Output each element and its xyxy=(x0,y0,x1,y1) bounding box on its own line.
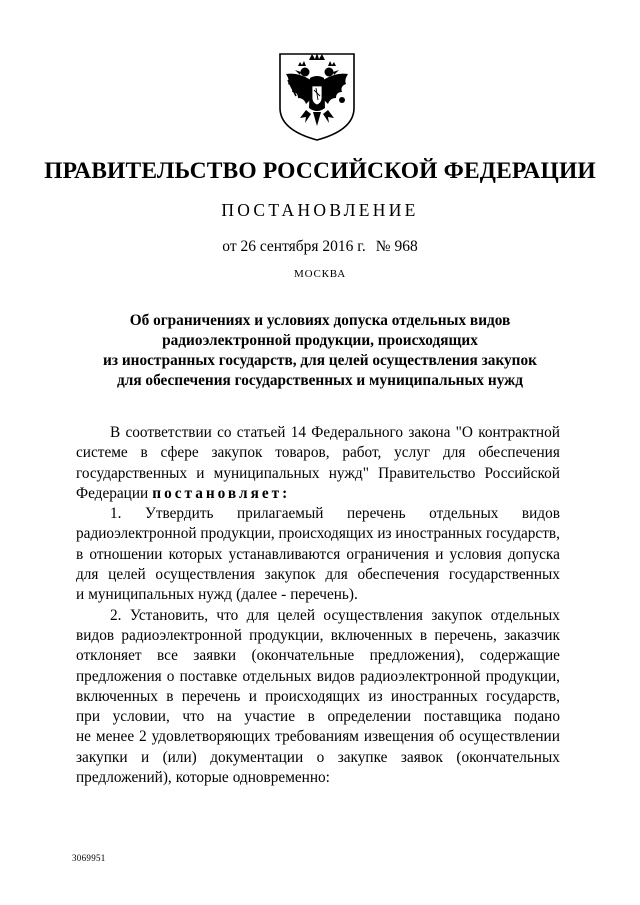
body-word: для xyxy=(76,566,99,584)
subject-line: Об ограничениях и условиях допуска отдельных видов xyxy=(129,312,511,329)
body-line xyxy=(76,443,560,463)
body-word: удовлетворяющих xyxy=(151,728,271,746)
document-body xyxy=(76,423,560,788)
body-word: в xyxy=(307,708,315,726)
body-word: включенных xyxy=(330,626,413,644)
body-word: что xyxy=(216,606,239,624)
body-line xyxy=(76,484,560,504)
body-word: нужд" xyxy=(328,464,369,482)
body-word: закупок xyxy=(211,444,263,462)
body-word: закупки xyxy=(76,748,128,766)
document-number: № 968 xyxy=(375,238,418,255)
body-word: видов xyxy=(76,626,115,644)
body-word: системе xyxy=(76,444,128,462)
body-word: государств, xyxy=(486,525,560,543)
body-word: что xyxy=(182,708,205,726)
body-word: услуг xyxy=(394,444,431,462)
body-word: в xyxy=(419,626,428,644)
body-word: отдельных xyxy=(490,606,560,624)
body-word: извещения xyxy=(363,728,434,746)
body-word: обеспечения xyxy=(478,444,560,462)
body-word: Установить, xyxy=(129,606,209,624)
body-word: для xyxy=(246,606,270,624)
body-word: прилагаемый xyxy=(237,505,324,523)
body-word: из xyxy=(368,687,383,705)
body-word: 2. xyxy=(110,606,122,624)
body-line xyxy=(76,646,560,666)
body-word: Утвердить xyxy=(144,505,214,523)
body-text: Федерации xyxy=(76,484,149,502)
resolution-keyword: постановляет: xyxy=(152,484,291,502)
body-word: (или) xyxy=(162,748,197,766)
body-word: требованиям xyxy=(275,728,359,746)
body-word: видов xyxy=(521,505,560,523)
body-word: целей xyxy=(108,566,146,584)
body-line xyxy=(76,423,560,443)
body-word: сфере xyxy=(160,444,199,462)
body-line xyxy=(76,545,560,565)
body-word: поставке xyxy=(179,667,238,685)
body-word: перечень, xyxy=(434,626,497,644)
subject-line: радиоэлектронной продукции, происходящих xyxy=(162,332,478,349)
body-word: и xyxy=(248,687,257,705)
body-word: перечень xyxy=(346,505,406,523)
body-word: не xyxy=(76,728,91,746)
body-word: товаров, xyxy=(275,444,330,462)
body-word: Правительство xyxy=(378,464,476,482)
body-word: муниципальных xyxy=(88,586,195,604)
body-word: предложений), xyxy=(76,769,172,787)
body-word: в xyxy=(166,687,174,705)
body-word: контрактной xyxy=(478,424,560,441)
body-word: перечень). xyxy=(290,586,358,604)
body-word: определении xyxy=(327,708,412,726)
body-word: 14 xyxy=(290,424,307,441)
subject-line: из иностранных государств, для целей осуществления закупок xyxy=(103,352,537,369)
body-word: нужд xyxy=(198,586,233,604)
body-word: документации xyxy=(210,748,304,766)
coat-of-arms-icon xyxy=(276,50,358,142)
body-word: соответствии xyxy=(125,424,212,441)
body-word: устанавливаются xyxy=(228,545,341,563)
body-word: для xyxy=(325,566,348,584)
body-word: целей xyxy=(277,606,316,624)
body-word: закупок xyxy=(431,606,483,624)
body-word: в xyxy=(76,545,84,563)
body-word: предложения xyxy=(76,667,162,685)
body-word: радиоэлектронной xyxy=(360,667,481,685)
body-word: участие xyxy=(244,708,296,726)
body-word: перечень xyxy=(181,687,241,705)
body-word: все xyxy=(156,647,178,665)
body-word: иностранных xyxy=(390,687,478,705)
body-word: Федерального xyxy=(311,424,404,441)
body-line xyxy=(76,768,560,788)
body-word: осуществлении xyxy=(459,728,560,746)
body-word: обеспечения xyxy=(357,566,440,584)
body-word: из xyxy=(377,525,392,543)
body-word: со xyxy=(217,424,232,441)
body-line xyxy=(76,667,560,687)
body-line xyxy=(76,606,560,626)
body-line xyxy=(76,727,560,747)
body-word: ограничения xyxy=(346,545,430,563)
document-type: ПОСТАНОВЛЕНИЕ xyxy=(221,200,419,220)
body-word: государственных xyxy=(448,566,560,584)
body-word: условии, xyxy=(112,708,170,726)
body-word: отдельных xyxy=(242,667,312,685)
body-word: допуска xyxy=(507,545,560,563)
body-line xyxy=(76,524,560,544)
body-word: продукции, xyxy=(200,525,275,543)
body-line xyxy=(76,565,560,585)
subject-line: для обеспечения государственных и муниципальных нужд xyxy=(117,372,523,389)
body-word: и xyxy=(196,464,205,482)
document-subject xyxy=(60,311,580,391)
body-word: заявки xyxy=(193,647,237,665)
body-word: (далее xyxy=(236,586,278,604)
body-word: радиоэлектронной xyxy=(76,525,197,543)
body-word: условия xyxy=(449,545,502,563)
body-line xyxy=(76,748,560,768)
body-word: закона xyxy=(408,424,451,441)
body-word: поставщика xyxy=(423,708,502,726)
government-title: ПРАВИТЕЛЬСТВО РОССИЙСКОЙ ФЕДЕРАЦИИ xyxy=(44,158,596,184)
body-line xyxy=(76,687,560,707)
body-word: подано xyxy=(514,708,560,726)
body-word: продукции, xyxy=(485,667,560,685)
body-line xyxy=(76,707,560,727)
body-word: 1. xyxy=(110,505,122,523)
document-date-line xyxy=(0,238,640,256)
body-line xyxy=(76,464,560,484)
body-word: отношении xyxy=(89,545,163,563)
body-word: отдельных xyxy=(429,505,499,523)
body-word: продукции, xyxy=(249,626,324,644)
body-word: содержащие xyxy=(479,647,560,665)
document-date: от 26 сентября 2016 г. xyxy=(222,238,366,255)
body-word: и xyxy=(435,545,444,563)
body-word: "О xyxy=(455,424,473,441)
body-word: включенных xyxy=(76,687,158,705)
body-word: (окончательные xyxy=(251,647,355,665)
body-word: о xyxy=(166,667,175,685)
body-word: иностранных xyxy=(395,525,483,543)
body-word: о xyxy=(316,748,325,766)
document-city: МОСКВА xyxy=(294,268,346,280)
body-word: заказчик xyxy=(504,626,560,644)
body-word: закупке xyxy=(337,748,388,766)
body-word: которых xyxy=(168,545,223,563)
body-word: на xyxy=(216,708,232,726)
body-word: и xyxy=(76,586,85,604)
body-word: происходящих xyxy=(265,687,361,705)
body-word: одновременно: xyxy=(232,769,330,787)
document-code: 3069951 xyxy=(72,853,106,863)
body-word: Российской xyxy=(484,464,560,482)
body-word: заявок xyxy=(400,748,443,766)
body-word: предложения), xyxy=(369,647,465,665)
body-line xyxy=(76,504,560,524)
body-word: видов xyxy=(316,667,355,685)
body-word: 2 xyxy=(139,728,147,746)
body-word: - xyxy=(281,586,287,604)
body-word: муниципальных xyxy=(213,464,320,482)
body-word: закупок xyxy=(264,566,316,584)
body-word: об xyxy=(438,728,455,746)
body-word: отклоняет xyxy=(76,647,142,665)
body-word: государственных xyxy=(76,464,188,482)
body-word: и xyxy=(140,748,150,766)
body-line xyxy=(76,626,560,646)
body-word: осуществления xyxy=(323,606,423,624)
body-word: радиоэлектронной xyxy=(121,626,242,644)
body-word: государств, xyxy=(486,687,560,705)
body-word: осуществления xyxy=(155,566,255,584)
body-word: (окончательных xyxy=(456,748,560,766)
body-word: при xyxy=(76,708,101,726)
body-word: происходящих xyxy=(278,525,374,543)
body-word: статьей xyxy=(236,424,286,441)
body-word: менее xyxy=(95,728,135,746)
body-word: работ, xyxy=(342,444,382,462)
body-word: которые xyxy=(175,769,229,787)
body-word: В xyxy=(110,424,121,441)
body-word: для xyxy=(442,444,466,462)
body-line xyxy=(76,585,560,605)
body-word: в xyxy=(140,444,148,462)
